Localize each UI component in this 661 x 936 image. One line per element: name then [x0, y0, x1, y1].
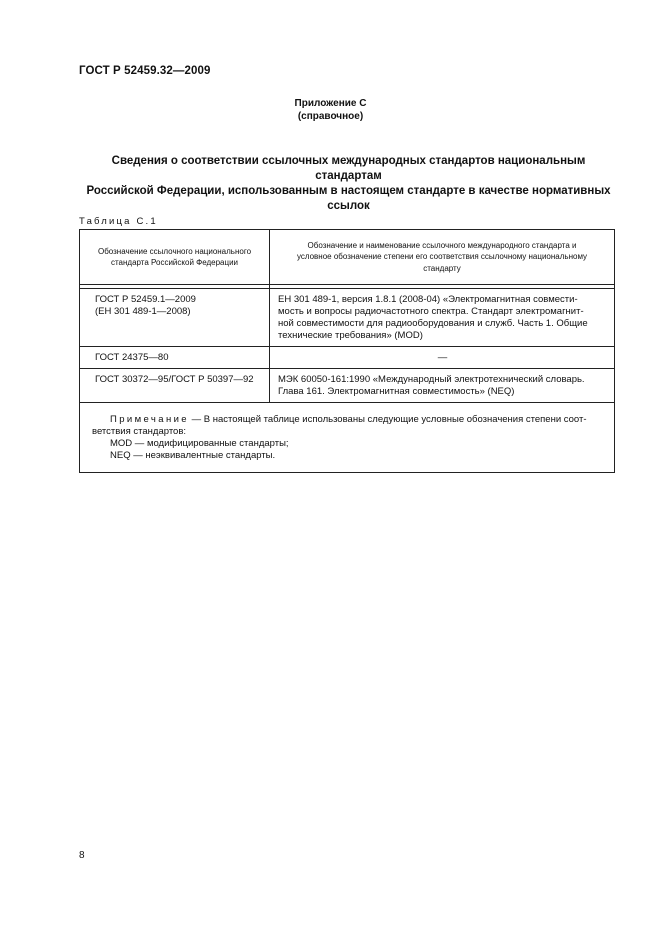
- note-text-line: ветствия стандартов:: [92, 426, 187, 437]
- note-text: [92, 414, 604, 426]
- table-row: [80, 289, 615, 347]
- cell-text: ЕН 301 489-1, версия 1.8.1 (2008-04) «Электромагнитная совмести-: [278, 294, 578, 305]
- header-text: стандарту: [423, 263, 461, 273]
- table-row: [80, 369, 615, 403]
- annex-title: Приложение С: [294, 98, 367, 109]
- section-title-line: Российской Федерации, использованным в настоящем стандарте в качестве нормативных: [86, 185, 611, 197]
- header-international-standard: [270, 230, 615, 285]
- cell-text: технические требования» (MOD): [278, 330, 423, 341]
- header-text: условное обозначение степени его соответствия ссылочному национальному: [296, 252, 588, 262]
- national-standard-cell: [80, 289, 270, 347]
- cell-text: Глава 161. Электромагнитная совместимость» (NEQ): [278, 386, 515, 397]
- note-text-line: — В настоящей таблице использованы следующие условные обозначения степени соот-: [189, 414, 587, 425]
- table-note-row: [80, 403, 615, 473]
- table-note: [80, 403, 615, 473]
- cell-text: (ЕН 301 489-1—2008): [95, 306, 191, 317]
- section-title-line: Сведения о соответствии ссылочных международных стандартов национальным стандартам: [111, 155, 586, 182]
- section-title-line: ссылок: [327, 200, 370, 212]
- cell-text: ГОСТ Р 52459.1—2009: [95, 294, 196, 305]
- note-item: NEQ — неэквивалентные стандарты.: [110, 450, 276, 461]
- annex-type: (справочное): [297, 111, 364, 122]
- cell-text: МЭК 60050-161:1990 «Международный электротехнический словарь.: [278, 374, 585, 385]
- cell-text: ной совместимости для радиооборудования и служб. Часть 1. Общие: [278, 318, 588, 329]
- national-standard-cell: ГОСТ 30372—95/ГОСТ Р 50397—92: [80, 369, 270, 403]
- header-text: Обозначение и наименование ссылочного международного стандарта и: [307, 240, 577, 250]
- table-header-row: [80, 230, 615, 285]
- international-standard-cell: [270, 369, 615, 403]
- cell-text: мость и вопросы радиочастотного спектра. Стандарт электромагнит-: [278, 306, 584, 317]
- section-title: [80, 154, 617, 214]
- table-row: [80, 347, 615, 369]
- table-label: Таблица С.1: [79, 216, 158, 227]
- note-label: Примечание: [110, 414, 189, 425]
- header-national-standard: [80, 230, 270, 285]
- national-standard-cell: ГОСТ 24375—80: [80, 347, 270, 369]
- references-table: [79, 229, 615, 473]
- header-text: Обозначение ссылочного национального: [97, 246, 252, 256]
- header-text: стандарта Российской Федерации: [110, 258, 239, 267]
- note-item: MOD — модифицированные стандарты;: [110, 438, 289, 449]
- page-number: 8: [79, 850, 85, 861]
- international-standard-cell: —: [270, 347, 615, 369]
- international-standard-cell: [270, 289, 615, 347]
- standard-code: ГОСТ Р 52459.32—2009: [79, 65, 211, 77]
